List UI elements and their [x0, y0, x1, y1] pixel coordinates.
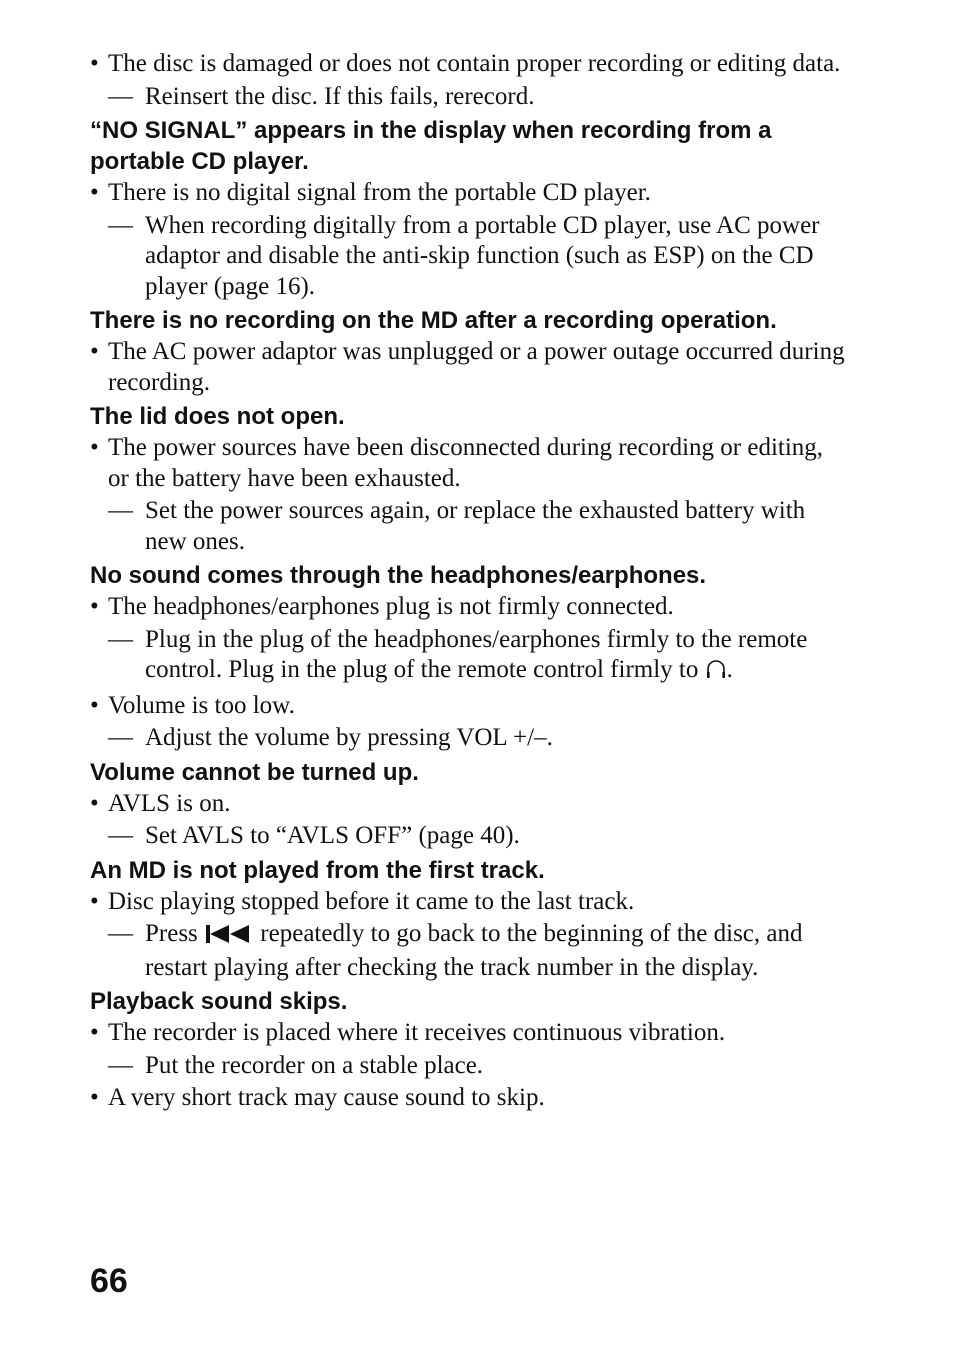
cause-text: A very short track may cause sound to skip.	[108, 1084, 545, 1111]
dash-mark: —	[108, 1051, 133, 1079]
cause-text: The recorder is placed where it receives continuous vibration.	[108, 1019, 726, 1046]
remedy-text: Set AVLS to “AVLS OFF” (page 40).	[145, 822, 520, 849]
remedy-item	[90, 82, 845, 113]
problem-heading: No sound comes through the headphones/earphones.	[90, 562, 707, 589]
remedy-text: When recording digitally from a portable CD player, use AC power adaptor and disable the anti-skip function (such as ESP) on the CD player (page 16).	[145, 211, 820, 300]
remedy-text-end: .	[726, 656, 733, 683]
bullet-mark: •	[90, 691, 99, 719]
cause-text: The disc is damaged or does not contain proper recording or editing data.	[108, 50, 841, 77]
dash-mark: —	[108, 625, 133, 653]
headphones-icon	[705, 658, 727, 689]
problem-heading: An MD is not played from the first track.	[90, 856, 545, 884]
cause-text: The AC power adaptor was unplugged or a power outage occurred during recording.	[108, 338, 845, 396]
dash-mark: —	[108, 82, 133, 110]
dash-mark: —	[108, 920, 133, 947]
cause-item	[90, 337, 845, 398]
bullet-mark: •	[90, 338, 99, 365]
bullet-mark: •	[90, 1019, 99, 1046]
problem-heading: Playback sound skips.	[90, 988, 348, 1015]
troubleshooting-page	[90, 48, 845, 1116]
cause-text: Volume is too low.	[108, 691, 295, 719]
dash-mark: —	[108, 497, 133, 524]
remedy-item	[90, 821, 845, 852]
cause-text: Disc playing stopped before it came to the last track.	[108, 887, 635, 915]
dash-mark: —	[108, 724, 133, 751]
bullet-mark: •	[90, 593, 99, 620]
problem-heading: There is no recording on the MD after a recording operation.	[90, 307, 777, 334]
problem-heading: The lid does not open.	[90, 403, 345, 430]
cause-text: The headphones/earphones plug is not firmly connected.	[108, 593, 674, 620]
page-number: 66	[90, 1262, 128, 1300]
bullet-mark: •	[90, 50, 99, 77]
cause-item	[90, 433, 845, 494]
remedy-text: Set the power sources again, or replace the exhausted battery with new ones.	[145, 497, 806, 555]
bullet-mark: •	[90, 1084, 99, 1111]
cause-item	[90, 1018, 845, 1049]
bullet-mark: •	[90, 887, 99, 915]
remedy-item	[90, 1051, 845, 1082]
problem-heading: “NO SIGNAL” appears in the display when recording from a portable CD player.	[90, 117, 772, 175]
cause-text: The power sources have been disconnected during recording or editing, or the battery have been exhausted.	[108, 434, 824, 492]
remedy-item	[90, 723, 845, 754]
cause-text: There is no digital signal from the portable CD player.	[108, 179, 651, 206]
bullet-mark: •	[90, 434, 99, 461]
cause-item	[90, 178, 845, 209]
remedy-text: Put the recorder on a stable place.	[145, 1051, 484, 1079]
remedy-item	[90, 211, 845, 303]
skip-back-icon	[204, 922, 254, 953]
cause-item	[90, 887, 845, 918]
problem-heading: Volume cannot be turned up.	[90, 758, 419, 786]
dash-mark: —	[108, 822, 133, 849]
remedy-text: Plug in the plug of the headphones/earphones firmly to the remote control. Plug in the plug of the remote control firmly to	[145, 625, 808, 683]
bullet-mark: •	[90, 179, 99, 206]
dash-mark: —	[108, 211, 133, 239]
bullet-mark: •	[90, 789, 99, 817]
cause-item	[90, 49, 845, 80]
cause-text: AVLS is on.	[108, 789, 231, 817]
remedy-text-post: repeatedly to go back to the beginning of the disc, and restart playing after checking the track number in the display.	[145, 920, 803, 981]
cause-item	[90, 789, 845, 820]
remedy-text: Reinsert the disc. If this fails, rerecord.	[145, 82, 535, 110]
remedy-text: Adjust the volume by pressing VOL +/–.	[145, 724, 553, 751]
cause-item	[90, 1083, 845, 1114]
remedy-item	[90, 625, 845, 689]
remedy-item	[90, 919, 845, 983]
cause-item	[90, 691, 845, 722]
cause-item	[90, 592, 845, 623]
remedy-text-pre: Press	[145, 920, 198, 947]
remedy-item	[90, 496, 845, 557]
